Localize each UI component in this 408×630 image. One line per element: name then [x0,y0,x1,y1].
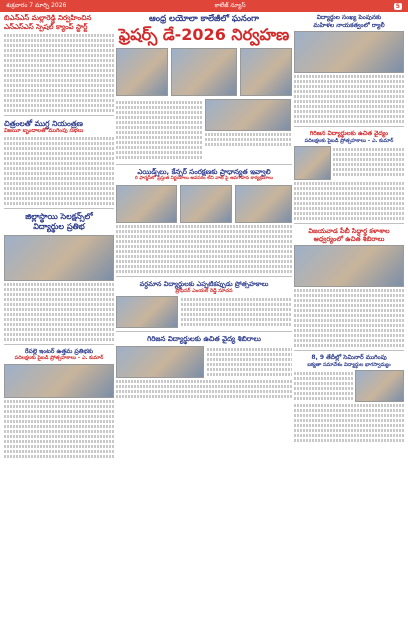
c2-article-5 [116,380,292,398]
date-text: శుక్రవారం 7 మార్చి 2026 [6,2,67,9]
c1-headline-2: చిత్రంలతో ముగ్ధ నియంత్రణ [4,118,83,128]
c3-headline-4a: 8, 9 తేదీల్లో సెమినార్ ముగింపు [311,354,387,361]
c2-photo-podium [116,296,178,328]
c3-article-5 [294,404,404,442]
c2-photo-stage [171,48,238,96]
c3-headline-3b: ఆధ్వర్యంలో ఉచిత శిబిరాలు [313,234,385,243]
c3-photo-seminar [355,370,404,402]
c1-article-1 [4,34,114,112]
page-number: 5 [395,2,400,10]
c3-photo-event [294,245,404,287]
c1-photo-group [4,235,114,281]
c1-headline-4a: రేపల్లె ఇంటర్ ఉత్తమ ప్రతిభకు [24,347,94,355]
c1-headline-1b: ఎన్‌ఎస్‌ఎస్ స్పెషల్ క్యాంప్ స్టార్ట్ [4,22,88,31]
c1-headline-3b: విద్యార్థుల ప్రతిభ [33,221,85,231]
c2-low-headline: వర్ధమాన విద్యార్థులకు ఎప్పటికప్పుడు ప్రోత్సహకాలు [139,280,269,289]
c3-headline-3a: విజయవాడ పీబీ సిద్ధార్థ కళాశాల [308,226,390,235]
c2-article-2 [116,225,292,273]
c2-photo-crowd [205,99,291,131]
c3-photo-doctor [294,146,331,180]
c3-article-3 [294,289,404,347]
column-right [294,14,404,626]
c2-photo-seminar [116,185,177,223]
c3-headline-1b: మహిళల నాయకత్వంలో ర్యాలీ [313,21,385,29]
c3-headline-2a: గిరిజన విద్యార్థులకు ఉచిత వైద్యం [309,130,389,137]
c2-photo-speakers [180,185,232,223]
c3-article-2b [294,182,404,220]
column-left [4,14,114,626]
c1-subhead-2: విజయీ బృందాలతో ముగింపు సభలు [4,127,84,134]
c2-mid-headline: ఎయిడ్స్‌లు, కేన్సర్ సంరక్షణకు ప్రాధాన్యత ఇవ్వాలి [137,167,271,176]
c3-article-2 [333,146,404,180]
c2-article-1 [116,99,202,161]
c3-headline-1a: విద్యార్థుల సంఖ్య పెంపునకు [316,14,382,21]
c1-photo-portraits [4,364,114,398]
c3-headline-4b: ఐక్యతా సమావేశం విద్యార్థుల భాగస్వామ్యం [307,361,391,368]
top-band [0,0,408,12]
c1-headline-4b: పదిలక్షలకు పైబడి ప్రోత్సహకాలు – ఎ. కుమార్ [14,355,104,362]
c2-top-headline-2: ఫ్రెషర్స్ డే-2026 నిర్వహణ [118,24,290,44]
c3-article-4 [294,370,353,402]
section-title: కాలేజ్ న్యూస్ [214,2,246,9]
c2-top-headline-1: ఆంధ్ర లయోలా కాలేజీలో ఘనంగా [148,14,259,24]
c2-photo-dancers [116,48,168,96]
c2-photo-camp [116,346,204,378]
column-center [116,14,292,626]
c1-article-4 [4,400,114,458]
c3-headline-2b: పదిలక్షలకు పైబడి ప్రోత్సహకాలు – ఎ. కుమార్ [304,137,394,144]
c1-article-3 [4,283,114,341]
c2-article-4 [207,346,293,378]
c1-headline-1a: బిఎన్‌ఎస్ మల్లారెడ్డి నిర్వహించిన [4,14,92,22]
c2-photo-guests [235,185,292,223]
c1-headline-3a: జిల్లాస్థాయి సెలక్షన్స్‌లో [25,211,93,221]
c2-photo-performer [240,48,292,96]
c2-low-subhead: ప్రొఫెసర్ ఎంయల్ రెడ్డి సూచన [175,288,233,295]
c1-article-2 [4,137,114,205]
c2-mid-subhead: రి ఫార్మసీలో ప్రస్తుత నిర్ణయాలు అవసరం లేని వాటి పై అవగాహన కార్యక్రమాలు [135,176,273,182]
c3-photo-rally [294,31,404,73]
c2-bottom-headline: గిరిజన విద్యార్థులకు ఉచిత వైద్య శిబిరాలు [147,335,261,344]
c2-article-3 [181,296,292,328]
c3-article-1 [294,75,404,123]
